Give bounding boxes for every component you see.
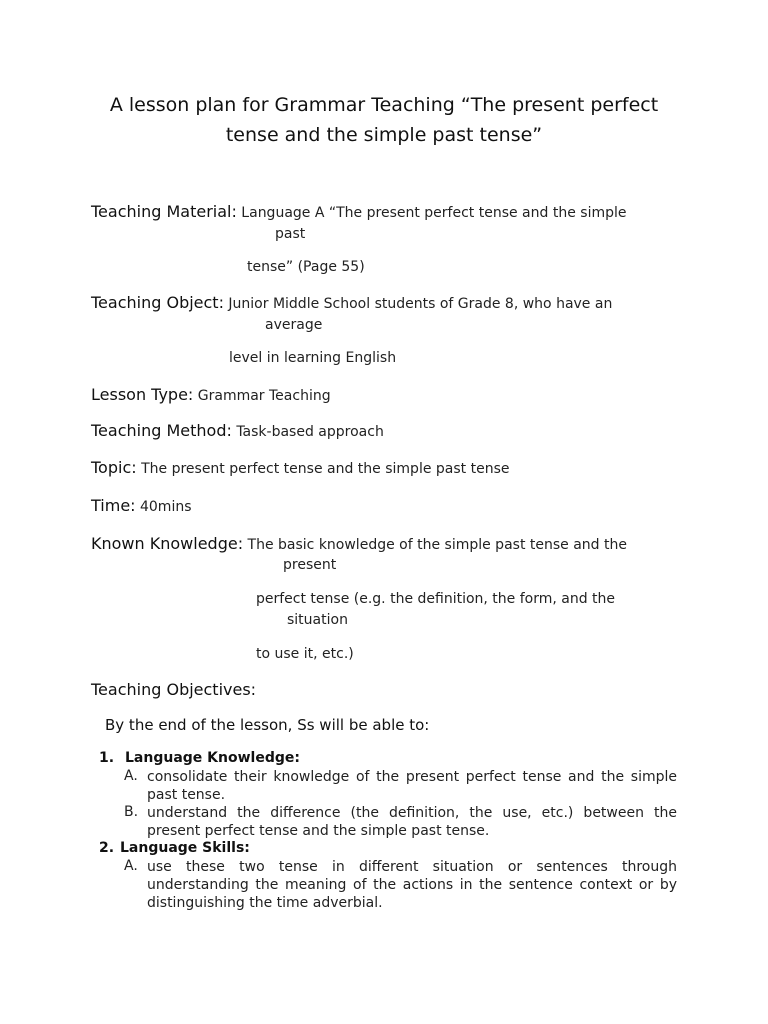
lesson-type-label: Lesson Type [91, 385, 188, 404]
known-knowledge-value-line-3: perfect tense (e.g. the definition, the form, and the [256, 591, 616, 607]
teaching-object-colon: : [218, 293, 224, 312]
teaching-objectives-colon: : [250, 680, 257, 699]
teaching-object-row [91, 293, 612, 312]
teaching-method-colon: : [226, 421, 232, 440]
teaching-method-label: Teaching Method [91, 421, 227, 440]
known-knowledge-value-line-1: The basic knowledge of the simple past tense and the [243, 537, 627, 553]
objective-2a-letter: A. [124, 858, 138, 874]
teaching-objectives-heading [91, 680, 256, 699]
topic-label: Topic [91, 458, 132, 477]
topic-value: The present perfect tense and the simple past tense [136, 461, 510, 477]
document-title-line-2: tense and the simple past tense” [225, 124, 543, 146]
known-knowledge-label: Known Knowledge [91, 534, 238, 553]
teaching-method-row [91, 421, 384, 440]
objective-1a-text: consolidate their knowledge of the present perfect tense and the simple past tense. [147, 769, 677, 803]
objective-1a-letter: A. [124, 768, 138, 784]
topic-row [91, 458, 509, 477]
teaching-material-value-line-2: past [275, 226, 306, 242]
lesson-type-colon: : [187, 385, 194, 404]
objective-1b-letter: B. [124, 804, 139, 820]
teaching-object-value-line-3: level in learning English [229, 350, 397, 366]
objective-2a-text: use these two tense in different situation or sentences through understanding the meaning of the actions in the sentence context or by distinguishing the time adverbial. [147, 859, 677, 911]
teaching-object-value-line-2: average [265, 317, 323, 333]
document-title-line-1: A lesson plan for Grammar Teaching “The present perfect [109, 94, 659, 116]
topic-colon: : [131, 458, 137, 477]
teaching-material-value-line-3: tense” (Page 55) [247, 259, 365, 275]
known-knowledge-value-line-4: situation [287, 612, 348, 628]
teaching-material-value-line-1: Language A “The present perfect tense and the simple [236, 205, 627, 221]
known-knowledge-colon: : [237, 534, 244, 553]
objective-2-title: Language Skills: [120, 840, 250, 856]
time-colon: : [130, 496, 136, 515]
teaching-object-label: Teaching Object [91, 293, 219, 312]
time-label: Time [91, 496, 131, 515]
teaching-object-value-line-1: Junior Middle School students of Grade 8, who have an [223, 296, 613, 312]
teaching-material-label: Teaching Material [91, 202, 232, 221]
teaching-material-row [91, 202, 626, 221]
known-knowledge-value-line-5: to use it, etc.) [256, 646, 354, 662]
known-knowledge-value-line-2: present [283, 557, 337, 573]
time-row [91, 496, 192, 515]
time-value: 40mins [135, 499, 192, 515]
objectives-intro: By the end of the lesson, Ss will be able to: [105, 716, 430, 734]
objective-2-number: 2. [99, 840, 115, 856]
objective-1-number: 1. [99, 750, 115, 766]
objective-1-title: Language Knowledge: [125, 750, 300, 766]
teaching-material-colon: : [231, 202, 237, 221]
teaching-objectives-label: Teaching Objectives [91, 680, 251, 699]
objective-1b-text: understand the difference (the definition, the use, etc.) between the present perfect tense and the simple past tense. [147, 805, 677, 839]
lesson-type-row [91, 385, 331, 404]
known-knowledge-row [91, 534, 627, 553]
lesson-type-value: Grammar Teaching [193, 388, 331, 404]
teaching-method-value: Task-based approach [231, 424, 384, 440]
